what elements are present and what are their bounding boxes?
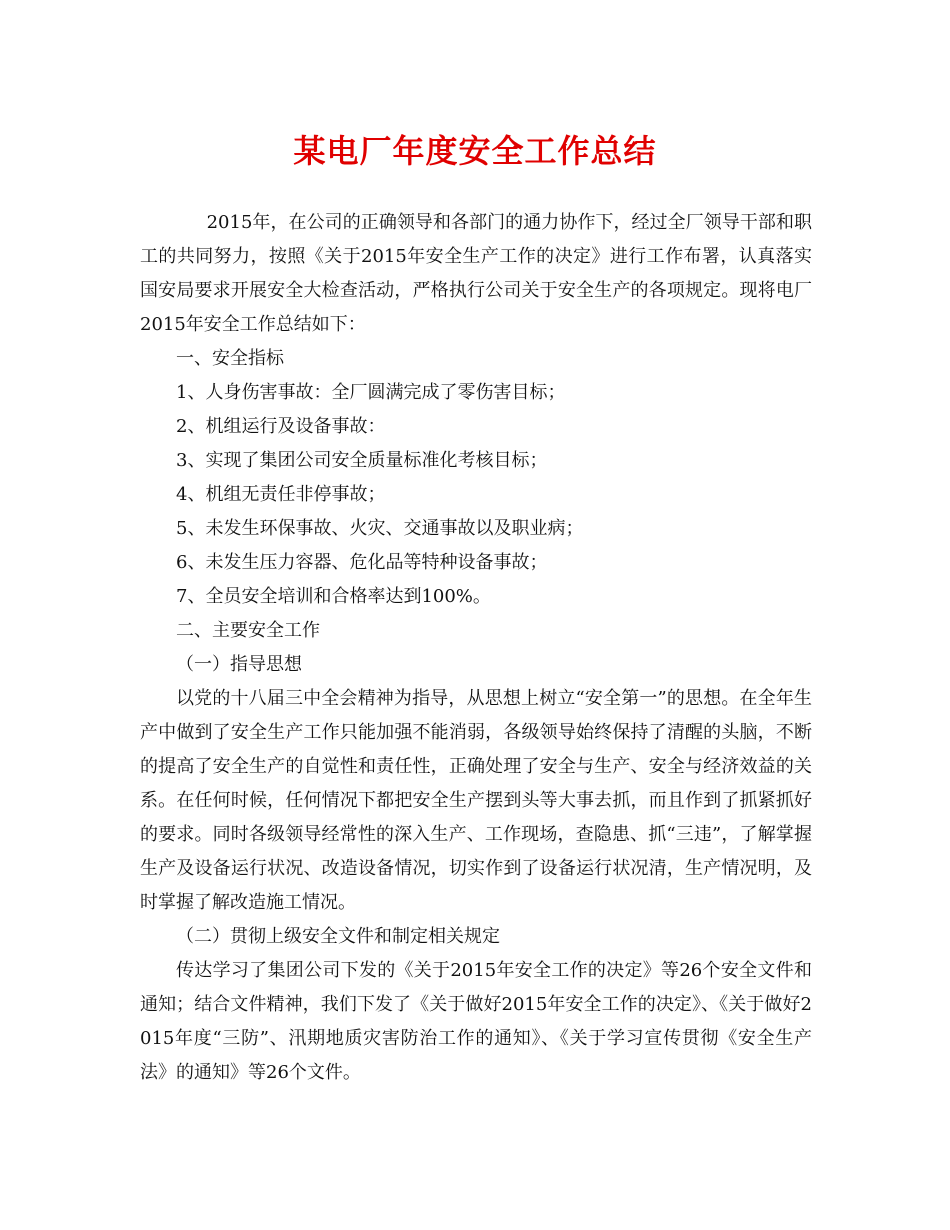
document-body (140, 206, 812, 1090)
section-heading-main-work: 二、主要安全工作 (176, 620, 320, 641)
indicator-item: 5、未发生环保事故、火灾、交通事故以及职业病； (176, 518, 584, 539)
section-heading-indicators: 一、安全指标 (176, 348, 284, 369)
indicator-item: 3、实现了集团公司安全质量标准化考核目标； (176, 450, 548, 471)
indicator-item: 4、机组无责任非停事故； (176, 484, 386, 505)
indicator-item: 1、人身伤害事故：全厂圆满完成了零伤害目标； (176, 382, 566, 403)
subsection-heading-guiding: （一）指导思想 (176, 654, 302, 675)
guiding-paragraph: 以党的十八届三中全会精神为指导，从思想上树立“安全第一”的思想。在全年生产中做到了安全生产工作只能加强不能消弱，各级领导始终保持了清醒的头脑，不断的提高了安全生产的自觉性和责任性，正确处理了安全与生产、安全与经济效益的关系。在任何时候，任何情况下都把安全生产摆到头等大事去抓，而且作到了抓紧抓好的要求。同时各级领导经常性的深入生产、工作现场，查隐患、抓“三违”，了解掌握生产及设备运行状况、改造设备情况，切实作到了设备运行状况清，生产情况明，及时掌握了解改造施工情况。 (140, 688, 812, 913)
indicator-item: 7、全员安全培训和合格率达到100%。 (176, 586, 491, 607)
indicator-item: 6、未发生压力容器、危化品等特种设备事故； (176, 552, 548, 573)
intro-paragraph: 2015年，在公司的正确领导和各部门的通力协作下，经过全厂领导干部和职工的共同努力，按照《关于2015年安全生产工作的决定》进行工作布署，认真落实国安局要求开展安全大检查活动，严格执行公司关于安全生产的各项规定。现将电厂2015年安全工作总结如下： (140, 212, 812, 335)
subsection-heading-documents: （二）贯彻上级安全文件和制定相关规定 (176, 926, 500, 947)
documents-paragraph: 传达学习了集团公司下发的《关于2015年安全工作的决定》等26个安全文件和通知；结合文件精神，我们下发了《关于做好2015年安全工作的决定》、《关于做好2015年度“三防”、汛期地质灾害防治工作的通知》、《关于学习宣传贯彻《安全生产法》的通知》等26个文件。 (140, 960, 812, 1083)
indicator-item: 2、机组运行及设备事故： (176, 416, 386, 437)
document-title: 某电厂年度安全工作总结 (293, 132, 657, 170)
